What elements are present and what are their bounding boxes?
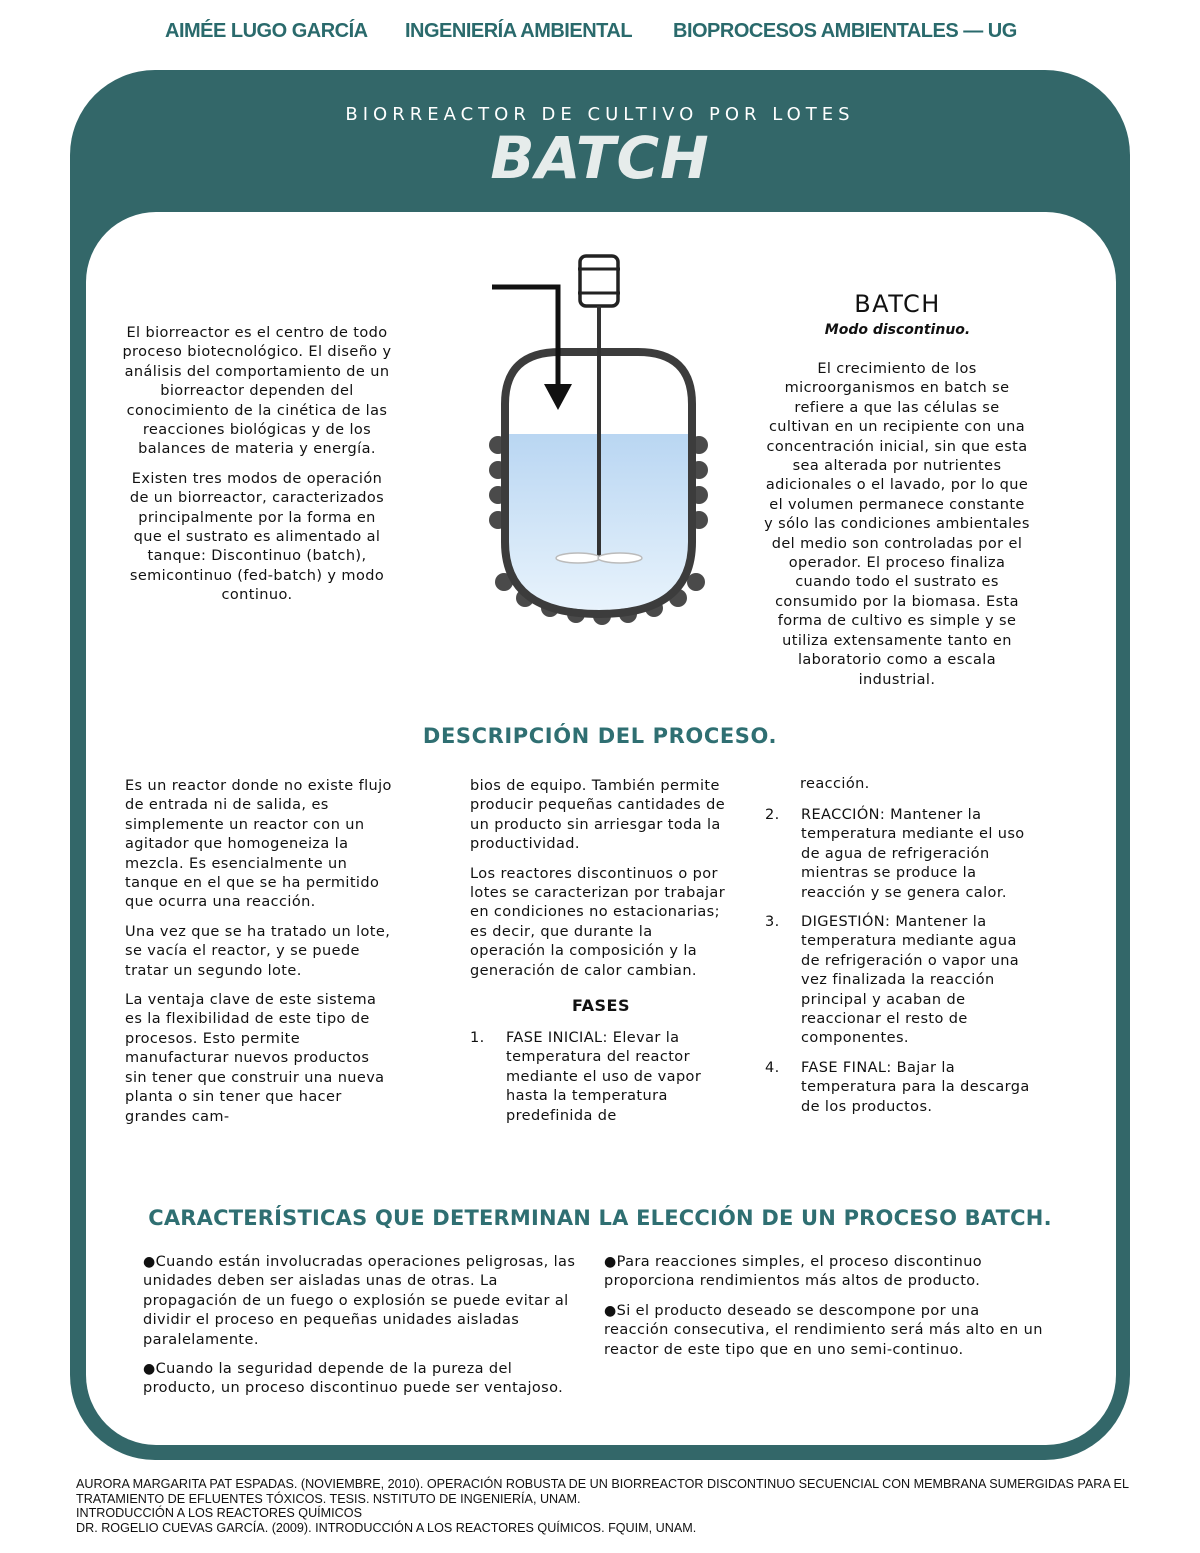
- phase-number: 3.: [765, 914, 780, 931]
- process-description-title: DESCRIPCIÓN DEL PROCESO.: [422, 724, 778, 748]
- header-course: BIOPROCESOS AMBIENTALES — UG: [673, 20, 1017, 42]
- phase-text-part: FASE INICIAL: Elevar la temperatura del reactor mediante el uso de vapor hasta la temperatura predefinida de: [506, 1030, 702, 1124]
- characteristics-left: [143, 1253, 576, 1409]
- characteristics-title: CARACTERÍSTICAS QUE DETERMINAN LA ELECCIÓN DE UN PROCESO BATCH.: [148, 1206, 1052, 1230]
- phases-title: FASES: [572, 996, 630, 1015]
- description-paragraph: Es un reactor donde no existe flujo de entrada ni de salida, es simplemente un reactor con un agitador que homogeneiza la mezcla. Es esencialmente un tanque en el que se ha permitido que ocurra una reacción.: [125, 778, 392, 911]
- phase-text-part: reacción.: [800, 776, 870, 792]
- banner-title: BATCH: [490, 124, 710, 192]
- phase-item: [765, 913, 1030, 1049]
- bullet-icon: ●: [604, 1254, 617, 1270]
- phase-number: 2.: [765, 807, 780, 823]
- description-paragraph-continued: [470, 777, 732, 855]
- characteristic-item: ●Para reacciones simples, el proceso discontinuo proporciona rendimientos más altos de producto.: [604, 1254, 983, 1290]
- batch-reactor-illustration: [480, 252, 730, 632]
- impeller-blade: [556, 553, 600, 563]
- phases-list-2: [765, 806, 1030, 1127]
- characteristic-item: ●Cuando están involucradas operaciones peligrosas, las unidades deben ser aisladas unas de otras. La propagación de un fuego o explosión se puede evitar al dividir el proceso en pequeñas unidades aisladas paralelamente.: [143, 1254, 576, 1348]
- phase-number: 4.: [765, 1059, 780, 1076]
- intro-paragraph: Existen tres modos de operación de un biorreactor, caracterizados principalmente por la forma en que el sustrato es alimentado al tanque: Discontinuo (batch), semicontinuo (fed-batch) y modo continuo.: [129, 470, 385, 604]
- phase-text: [506, 1030, 701, 1124]
- description-paragraph: [125, 991, 393, 1125]
- batch-description: El crecimiento de los microorganismos en batch se refiere a que las células se cultivan en un recipiente con una concentración inicial, sin que esta sea alterada por nutrientes adicionales o el lavado, por lo que el volumen permanece constante y sólo las condiciones ambientales del medio son controladas por el operador. El proceso finaliza cuando todo el sustrato es consumido por la biomasa. Esta forma de cultivo es simple y se utiliza extensamente tanto en laboratorio como a escala industrial.: [764, 361, 1030, 688]
- batch-heading: BATCH: [854, 290, 941, 318]
- reference-item: DR. ROGELIO CUEVAS GARCÍA. (2009). INTRODUCCIÓN A LOS REACTORES QUÍMICOS. FQUIM, UNAM.: [76, 1520, 697, 1535]
- description-paragraph: Los reactores discontinuos o por lotes se caracterizan por trabajar en condiciones no estacionarias; es decir, que durante la operación la composición y la generación de calor cambian.: [470, 865, 726, 979]
- description-paragraph-part: bios de equipo. También permite producir pequeñas cantidades de un producto sin arriesgar toda la productividad.: [470, 778, 726, 853]
- phase-text: REACCIÓN: Mantener la temperatura mediante el uso de agua de refrigeración mientras se produce la reacción y se genera calor.: [801, 807, 1025, 901]
- description-paragraph-part: La ventaja clave de este sistema es la flexibilidad de este tipo de procesos. Esto permite manufacturar nuevos productos sin tener que construir una nueva planta o sin tener que hacer grandes cam-: [125, 992, 385, 1125]
- phase-text-continued: [800, 775, 1030, 794]
- header-career: INGENIERÍA AMBIENTAL: [405, 20, 633, 42]
- description-column-2: [470, 777, 732, 991]
- intro-text: [122, 324, 392, 616]
- header-author: AIMÉE LUGO GARCÍA: [165, 20, 368, 42]
- reference-item: AURORA MARGARITA PAT ESPADAS. (NOVIEMBRE, 2010). OPERACIÓN ROBUSTA DE UN BIORREACTOR DISCONTINUO SECUENCIAL CON MEMBRANA SUMERGIDAS PARA EL TRATAMIENTO DE EFLUENTES TÓXICOS. TESIS. NSTITUTO DE INGENIERÍA, UNAM.: [76, 1477, 1129, 1506]
- references: [76, 1477, 1136, 1535]
- reference-item: INTRODUCCIÓN A LOS REACTORES QUÍMICOS: [76, 1506, 362, 1521]
- feed-arrow-icon: [544, 384, 572, 410]
- phase-text: DIGESTIÓN: Mantener la temperatura mediante agua de refrigeración o vapor una vez finalizada la reacción principal y acaban de reaccionar el resto de componentes.: [801, 914, 1020, 1047]
- phase-item: [765, 806, 1030, 903]
- feed-pipe: [492, 287, 558, 388]
- intro-paragraph: El biorreactor es el centro de todo proceso biotecnológico. El diseño y análisis del comportamiento de un biorreactor dependen del conocimiento de la cinética de las reacciones biológicas y de los balances de materia y energía.: [122, 325, 392, 458]
- phase-text: FASE FINAL: Bajar la temperatura para la descarga de los productos.: [801, 1059, 1030, 1115]
- characteristics-right: [604, 1253, 1049, 1370]
- description-column-1: [125, 777, 393, 1125]
- bullet-icon: ●: [143, 1254, 156, 1270]
- page-header: [0, 20, 1200, 50]
- banner-subtitle: BIORREACTOR DE CULTIVO POR LOTES: [345, 104, 855, 125]
- phase-item: [470, 1029, 732, 1126]
- description-paragraph: Una vez que se ha tratado un lote, se vacía el reactor, y se puede tratar un segundo lote.: [125, 923, 391, 979]
- bullet-icon: ●: [143, 1361, 156, 1378]
- characteristic-item: ●Si el producto deseado se descompone por una reacción consecutiva, el rendimiento será más alto en un reactor de este tipo que en uno semi-continuo.: [604, 1302, 1043, 1358]
- batch-mode: Modo discontinuo.: [824, 322, 971, 338]
- bullet-icon: ●: [604, 1302, 617, 1319]
- impeller-blade: [598, 553, 642, 563]
- phase-number: 1.: [470, 1030, 485, 1046]
- phases-list-1: [470, 1029, 732, 1136]
- motor-icon: [580, 256, 618, 306]
- characteristic-item: ●Cuando la seguridad depende de la pureza del producto, un proceso discontinuo puede ser ventajoso.: [143, 1361, 564, 1397]
- phase-item: [765, 1059, 1030, 1117]
